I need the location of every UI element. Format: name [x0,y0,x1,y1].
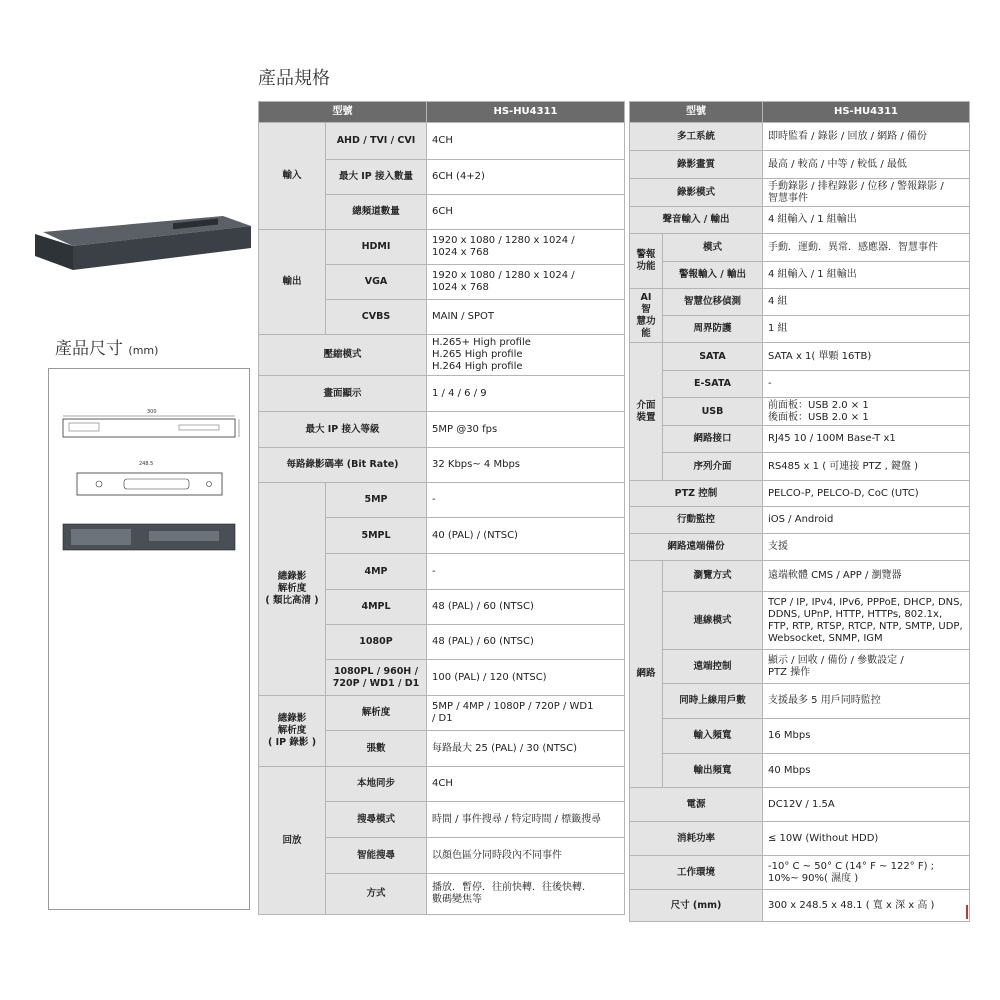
row-label: 張數 [326,731,427,767]
row-label: 網路接口 [663,426,763,453]
row-value: TCP / IP, IPv4, IPv6, PPPoE, DHCP, DNS, DDNS, UPnP, HTTP, HTTPs, 802.1x, FTP, RTP, RTSP, RTCP, NTP, SMTP, UDP, Websocket, SNMP, IGM [763,592,970,650]
row-label: 多工系統 [630,123,763,151]
row-label: HDMI [326,230,427,265]
row-value: 1 組 [763,316,970,343]
width-label: 300 [147,409,157,415]
row-label: 聲音輸入 / 輸出 [630,207,763,234]
row-label: 最大 IP 接入等級 [259,412,427,448]
row-label: CVBS [326,300,427,335]
row-label: 瀏覽方式 [663,561,763,592]
row-value: 48 (PAL) / 60 (NTSC) [427,590,625,625]
header-model-label: 型號 [630,102,763,123]
row-group-label: 輸入 [259,123,326,230]
table-row [630,592,970,650]
dimension-title-text: 產品尺寸 [55,339,123,359]
row-label: VGA [326,265,427,300]
row-value: 300 x 248.5 x 48.1 ( 寬 x 深 x 高 ) [763,890,970,922]
table-header [259,102,625,123]
row-label: USB [663,398,763,426]
row-value: 40 (PAL) / (NTSC) [427,518,625,554]
row-value: 以顏色區分同時段內不同事件 [427,838,625,874]
dimension-title [55,334,158,359]
row-value: 即時監看 / 錄影 / 回放 / 網路 / 備份 [763,123,970,151]
table-row [630,398,970,426]
table-row [630,684,970,719]
row-label: 周界防護 [663,316,763,343]
table-row [630,890,970,922]
row-label: 畫面顯示 [259,376,427,412]
row-label: 4MPL [326,590,427,625]
row-label: 智慧位移偵測 [663,289,763,316]
row-label: 方式 [326,874,427,915]
table-row [630,316,970,343]
row-value: 播放．暫停．往前快轉．往後快轉． 數碼變焦等 [427,874,625,915]
row-value: 遠端軟體 CMS / APP / 瀏覽器 [763,561,970,592]
row-label: 壓縮模式 [259,335,427,376]
row-value: 4CH [427,123,625,160]
row-label: 序列介面 [663,453,763,481]
row-value: 顯示 / 回收 / 備份 / 參數設定 / PTZ 操作 [763,650,970,684]
row-value: 4 組輸入 / 1 組輸出 [763,262,970,289]
row-value: 4CH [427,767,625,802]
row-value: - [427,483,625,518]
row-value: MAIN / SPOT [427,300,625,335]
row-group-label: 總錄影 解析度 ( 類比高清 ) [259,483,326,696]
row-value: - [763,371,970,398]
depth-label: 248.5 [139,461,154,467]
row-group-label: 介面 裝置 [630,343,663,481]
row-value: 5MP / 4MP / 1080P / 720P / WD1 / D1 [427,696,625,731]
spec-table-right [629,101,970,922]
row-label: 5MPL [326,518,427,554]
row-value: iOS / Android [763,507,970,534]
row-value: 6CH [427,195,625,230]
row-label: AHD / TVI / CVI [326,123,427,160]
row-group-label: 網路 [630,561,663,788]
row-label: 5MP [326,483,427,518]
table-row [259,483,625,518]
row-label: 行動監控 [630,507,763,534]
row-label: E-SATA [663,371,763,398]
page-edge-mark [966,905,968,919]
row-label: 4MP [326,554,427,590]
row-value: 最高 / 較高 / 中等 / 較低 / 最低 [763,151,970,179]
row-label: 解析度 [326,696,427,731]
table-row [630,453,970,481]
row-value: SATA x 1( 單顆 16TB) [763,343,970,371]
table-row [259,376,625,412]
row-group-label: 警報 功能 [630,234,663,289]
row-value: 48 (PAL) / 60 (NTSC) [427,625,625,660]
row-value: - [427,554,625,590]
row-value: 16 Mbps [763,719,970,754]
row-label: 同時上線用戶數 [663,684,763,719]
row-label: 搜尋模式 [326,802,427,838]
table-row [630,123,970,151]
table-row [630,262,970,289]
row-label: 總頻道數量 [326,195,427,230]
row-label: 錄影模式 [630,179,763,207]
product-image [33,212,253,274]
table-row [259,696,625,731]
row-label: 尺寸 (mm) [630,890,763,922]
row-value: -10° C ~ 50° C (14° F ~ 122° F) ; 10%~ 90%( 濕度 ) [763,856,970,890]
table-row [630,289,970,316]
row-label: 網路遠端備份 [630,534,763,561]
row-label: 警報輸入 / 輸出 [663,262,763,289]
row-value: 1920 x 1080 / 1280 x 1024 / 1024 x 768 [427,265,625,300]
row-label: 輸入頻寬 [663,719,763,754]
row-value: 1 / 4 / 6 / 9 [427,376,625,412]
row-label: 連線模式 [663,592,763,650]
row-label: 模式 [663,234,763,262]
row-label: 最大 IP 接入數量 [326,160,427,195]
row-group-label: AI 智 慧功 能 [630,289,663,343]
table-row [259,448,625,483]
table-header [630,102,970,123]
row-group-label: 輸出 [259,230,326,335]
table-row [630,507,970,534]
row-label: 本地同步 [326,767,427,802]
table-row [630,788,970,822]
page-title: 產品規格 [258,68,330,89]
row-value: ≤ 10W (Without HDD) [763,822,970,856]
table-row [630,561,970,592]
row-value: DC12V / 1.5A [763,788,970,822]
header-model-label: 型號 [259,102,427,123]
row-value: 100 (PAL) / 120 (NTSC) [427,660,625,696]
table-row [259,767,625,802]
table-row [259,123,625,160]
table-row [630,822,970,856]
table-row [630,856,970,890]
row-value: 1920 x 1080 / 1280 x 1024 / 1024 x 768 [427,230,625,265]
table-row [630,151,970,179]
table-row [630,754,970,788]
row-label: 工作環境 [630,856,763,890]
row-value: PELCO-P, PELCO-D, CoC (UTC) [763,481,970,507]
row-label: 輸出頻寬 [663,754,763,788]
row-value: 32 Kbps~ 4 Mbps [427,448,625,483]
table-row [630,234,970,262]
row-label: 1080PL / 960H / 720P / WD1 / D1 [326,660,427,696]
dimension-unit: (mm) [128,344,159,357]
table-row [630,650,970,684]
row-label: 智能搜尋 [326,838,427,874]
spec-table-left [258,101,625,915]
row-label: 錄影畫質 [630,151,763,179]
table-row [630,534,970,561]
table-row [630,481,970,507]
table-row [630,207,970,234]
table-row [630,426,970,453]
table-row [630,343,970,371]
row-value: RS485 x 1 ( 可連接 PTZ , 鍵盤 ) [763,453,970,481]
table-row [259,335,625,376]
table-row [630,371,970,398]
row-value: 每路最大 25 (PAL) / 30 (NTSC) [427,731,625,767]
table-row [259,230,625,265]
row-value: 支援 [763,534,970,561]
row-value: RJ45 10 / 100M Base-T x1 [763,426,970,453]
table-row [630,179,970,207]
row-label: 每路錄影碼率 (Bit Rate) [259,448,427,483]
row-value: 時間 / 事件搜尋 / 特定時間 / 標籤搜尋 [427,802,625,838]
row-group-label: 回放 [259,767,326,915]
row-label: 遠端控制 [663,650,763,684]
row-label: PTZ 控制 [630,481,763,507]
row-value: H.265+ High profile H.265 High profile H.264 High profile [427,335,625,376]
row-value: 4 組 [763,289,970,316]
row-label: 1080P [326,625,427,660]
row-group-label: 總錄影 解析度 ( IP 錄影 ) [259,696,326,767]
row-value: 4 組輸入 / 1 組輸出 [763,207,970,234]
row-label: SATA [663,343,763,371]
row-value: 手動．運動．異常．感應器．智慧事件 [763,234,970,262]
row-value: 支援最多 5 用戶同時監控 [763,684,970,719]
row-value: 手動錄影 / 排程錄影 / 位移 / 警報錄影 / 智慧事件 [763,179,970,207]
row-value: 40 Mbps [763,754,970,788]
table-row [630,719,970,754]
row-value: 前面板：USB 2.0 × 1 後面板：USB 2.0 × 1 [763,398,970,426]
row-label: 消耗功率 [630,822,763,856]
table-row [259,412,625,448]
row-value: 6CH (4+2) [427,160,625,195]
dimension-drawing [48,368,250,910]
header-model-value: HS-HU4311 [763,102,970,123]
header-model-value: HS-HU4311 [427,102,625,123]
row-label: 電源 [630,788,763,822]
row-value: 5MP @30 fps [427,412,625,448]
